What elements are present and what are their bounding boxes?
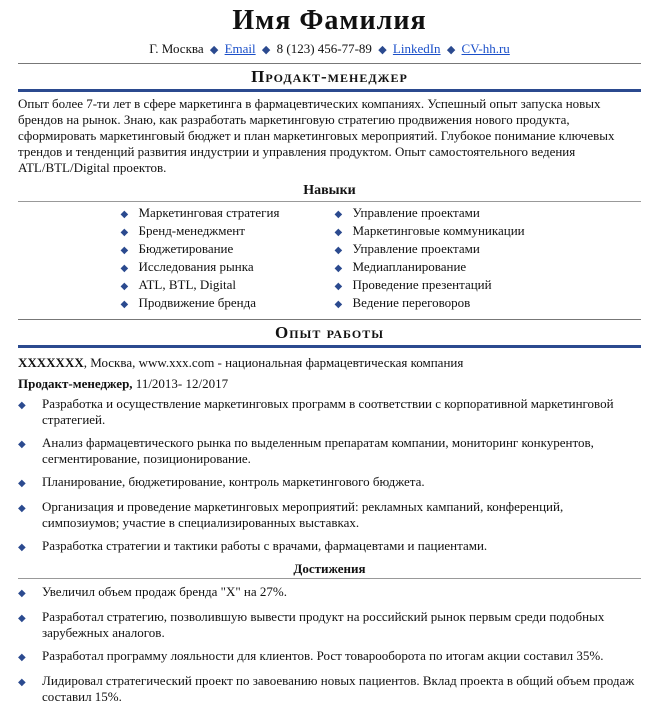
position-title: Продакт-менеджер [251,67,408,86]
diamond-bullet-icon: ◆ [334,299,343,310]
diamond-separator-icon: ◆ [209,44,219,56]
skill-item: ◆ ATL, BTL, Digital [121,277,335,295]
skill-item: ◆ Бюджетирование [121,241,335,259]
skill-item: ◆ Проведение презентаций [335,277,539,295]
achievements-list [18,584,641,705]
diamond-bullet-icon: ◆ [18,677,26,688]
email-link[interactable]: Email [224,41,256,56]
diamond-bullet-icon: ◆ [334,227,343,238]
section-divider [18,89,641,92]
skill-item: ◆ Управление проектами [335,205,539,223]
city: Г. Москва [149,41,204,56]
diamond-separator-icon: ◆ [378,44,387,56]
divider [18,319,641,320]
list-item: ◆ Разработал стратегию, позволившую вывести продукт на российский рынок первым среди подобных зарубежных аналогов. [18,609,605,640]
experience-title: Опыт работы [274,323,385,342]
summary-paragraph: Опыт более 7-ти лет в сфере маркетинга в фармацевтических компаниях. Успешный опыт запуска новых брендов на рынок. Знаю, как разработать маркетинговую стратегию продвижения нового продукта, сформировать маркетинговый бюджет и план маркетинговых мероприятий. Глубокое понимание ключевых трендов и тенденций развития индустрии и управления продуктом. Опыт самостоятельного ведения ATL/BTL/Digital проектов. [18,96,615,175]
list-item: ◆ Разработал программу лояльности для клиентов. Рост товарооборота по итогам акции составил 35%. [18,648,641,666]
skill-item: ◆ Маркетинговые коммуникации [335,223,539,241]
skill-item: ◆ Ведение переговоров [335,295,539,313]
list-item: ◆ Анализ фармацевтического рынка по выделенным препаратам компании, мониторинг конкурентов, сегментирование, позиционирование. [18,435,594,466]
duties-list [18,396,641,556]
list-item: ◆ Разработка стратегии и тактики работы с врачами, фармацевтами и пациентами. [18,538,641,556]
company-details: , Москва, www.xxx.com - национальная фармацевтическая компания [83,355,464,370]
diamond-bullet-icon: ◆ [18,439,26,450]
diamond-bullet-icon: ◆ [18,542,26,553]
diamond-bullet-icon: ◆ [18,503,26,514]
contact-line [18,40,641,59]
diamond-separator-icon: ◆ [261,44,271,56]
achievements-title: Достижения [293,561,366,576]
diamond-bullet-icon: ◆ [120,281,129,292]
list-item: ◆ Увеличил объем продаж бренда "X" на 27%. [18,584,641,602]
divider [18,63,641,64]
role-title: Продакт-менеджер, [18,376,133,391]
diamond-separator-icon: ◆ [446,44,456,56]
diamond-bullet-icon: ◆ [18,478,26,489]
diamond-bullet-icon: ◆ [120,227,129,238]
skills-column-1 [121,205,335,313]
skill-item: ◆ Исследования рынка [121,259,335,277]
linkedin-link[interactable]: LinkedIn [392,41,441,56]
diamond-bullet-icon: ◆ [334,263,343,274]
diamond-bullet-icon: ◆ [120,245,129,256]
section-divider [18,345,641,348]
role-dates: 11/2013- 12/2017 [132,376,229,391]
phone-number: 8 (123) 456-77-89 [276,41,372,56]
achievements-divider [18,578,641,579]
list-item: ◆ Планирование, бюджетирование, контроль маркетингового бюджета. [18,474,641,492]
cv-link[interactable]: CV-hh.ru [461,41,510,56]
skill-item: ◆ Управление проектами [335,241,539,259]
diamond-bullet-icon: ◆ [18,613,26,624]
skill-item: ◆ Бренд-менеджмент [121,223,335,241]
role-line [18,375,641,392]
company-name: XXXXXXX [18,355,84,370]
diamond-bullet-icon: ◆ [334,245,343,256]
diamond-bullet-icon: ◆ [120,263,129,274]
diamond-bullet-icon: ◆ [18,588,26,599]
skills-column-2 [335,205,539,313]
list-item: ◆ Лидировал стратегический проект по завоеванию новых пациентов. Вклад проекта в общий объем продаж составил 15%. [18,673,635,704]
candidate-name: Имя Фамилия [232,5,427,36]
diamond-bullet-icon: ◆ [18,400,26,411]
company-line [18,354,641,371]
diamond-bullet-icon: ◆ [334,281,343,292]
skills-list [18,205,641,313]
skills-divider [18,201,641,202]
resume-page [0,4,659,711]
skills-title: Навыки [303,183,356,198]
skill-item: ◆ Маркетинговая стратегия [121,205,335,223]
diamond-bullet-icon: ◆ [18,652,26,663]
diamond-bullet-icon: ◆ [334,209,343,220]
diamond-bullet-icon: ◆ [120,209,129,220]
skill-item: ◆ Продвижение бренда [121,295,335,313]
diamond-bullet-icon: ◆ [120,299,129,310]
list-item: ◆ Организация и проведение маркетинговых мероприятий: рекламных кампаний, конференций, симпозиумов; участие в специализированных выставках. [18,499,564,530]
skill-item: ◆ Медиапланирование [335,259,539,277]
list-item: ◆ Разработка и осуществление маркетинговых программ в соответствии с корпоративной маркетинговой стратегией. [18,396,614,427]
